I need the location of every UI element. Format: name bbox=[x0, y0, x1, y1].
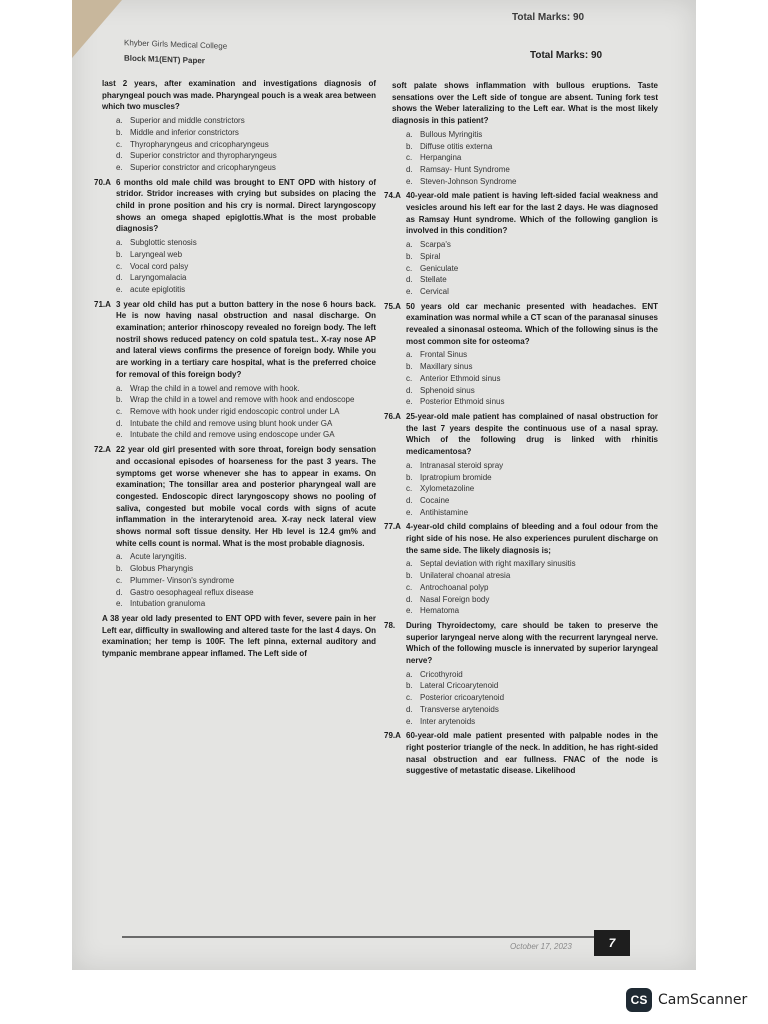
option-text: Subglottic stenosis bbox=[130, 238, 197, 248]
option-letter: a. bbox=[116, 116, 123, 126]
option-text: Superior constrictor and thyropharyngeus bbox=[130, 151, 277, 161]
option-letter: c. bbox=[406, 693, 413, 703]
answer-option bbox=[116, 429, 376, 441]
option-letter: e. bbox=[406, 176, 413, 186]
answer-option bbox=[406, 164, 658, 176]
question-stem bbox=[94, 613, 376, 660]
camscanner-logo-icon: CS bbox=[626, 988, 652, 1012]
question-number: 72.A bbox=[94, 445, 111, 455]
question-text: 6 months old male child was brought to ENT OPD with history of stridor. Stridor increases with crying but subsides on placing the child in prone position and his cry is normal. Direct laryngoscopy shows an omega shaped epiglottis.What is the most probable diagnosis? bbox=[116, 177, 376, 234]
option-letter: a. bbox=[116, 552, 123, 562]
question-stem bbox=[94, 444, 376, 549]
option-text: Posterior Ethmoid sinus bbox=[420, 397, 505, 407]
option-text: Anterior Ethmoid sinus bbox=[420, 373, 501, 383]
option-text: Posterior cricoarytenoid bbox=[420, 693, 505, 703]
option-letter: b. bbox=[116, 564, 123, 574]
option-text: Cervical bbox=[420, 286, 449, 296]
answer-option bbox=[406, 385, 658, 397]
option-text: Maxillary sinus bbox=[420, 362, 473, 372]
option-list bbox=[384, 129, 658, 188]
option-letter: e. bbox=[406, 397, 413, 407]
answer-option bbox=[116, 551, 376, 563]
option-text: Stellate bbox=[420, 275, 447, 285]
option-letter: b. bbox=[406, 472, 413, 482]
option-text: Laryngeal web bbox=[130, 249, 183, 259]
answer-option bbox=[406, 669, 658, 681]
option-text: Diffuse otitis externa bbox=[420, 141, 493, 151]
option-letter: a. bbox=[406, 129, 413, 139]
option-letter: d. bbox=[406, 495, 413, 505]
option-letter: d. bbox=[116, 151, 123, 161]
question-text: 4-year-old child complains of bleeding and a foul odour from the right side of his nose. He also experiences purulent discharge on the same side. The likely diagnosis is; bbox=[406, 522, 658, 555]
option-text: Scarpa's bbox=[420, 240, 451, 250]
question-stem bbox=[94, 78, 376, 113]
option-letter: c. bbox=[406, 582, 413, 592]
option-letter: e. bbox=[116, 599, 123, 609]
option-letter: d. bbox=[406, 385, 413, 395]
question-text: A 38 year old lady presented to ENT OPD with fever, severe pain in her Left ear, difficulty in swallowing and altered taste for the last 4 days. On examination; her temp is 100F. The left pinna, external auditory and tympanic membrane appear inflamed. The Left side of bbox=[102, 613, 376, 659]
option-letter: b. bbox=[406, 362, 413, 372]
option-list bbox=[384, 239, 658, 298]
option-letter: b. bbox=[406, 141, 413, 151]
page-corner-fold bbox=[72, 0, 122, 58]
answer-option bbox=[406, 349, 658, 361]
question-stem bbox=[384, 521, 658, 556]
option-text: Thyropharyngeus and cricopharyngeus bbox=[130, 139, 269, 149]
camscanner-name: CamScanner bbox=[658, 992, 748, 1008]
option-list bbox=[94, 237, 376, 296]
answer-option bbox=[406, 483, 658, 495]
option-letter: c. bbox=[406, 263, 413, 273]
answer-option bbox=[116, 575, 376, 587]
option-letter: e. bbox=[116, 430, 123, 440]
answer-option bbox=[406, 396, 658, 408]
option-text: Antihistamine bbox=[420, 507, 469, 517]
answer-option bbox=[406, 558, 658, 570]
answer-option bbox=[116, 563, 376, 575]
option-letter: c. bbox=[406, 153, 413, 163]
answer-option bbox=[406, 570, 658, 582]
option-letter: d. bbox=[116, 418, 123, 428]
option-text: Cricothyroid bbox=[420, 669, 463, 679]
option-letter: a. bbox=[406, 559, 413, 569]
option-letter: e. bbox=[406, 716, 413, 726]
camscanner-watermark bbox=[626, 988, 747, 1012]
option-letter: c. bbox=[116, 575, 123, 585]
answer-option bbox=[406, 692, 658, 704]
page-number-badge: 7 bbox=[594, 930, 630, 956]
option-text: Herpangina bbox=[420, 153, 462, 163]
option-letter: c. bbox=[406, 484, 413, 494]
answer-option bbox=[116, 394, 376, 406]
question-stem bbox=[384, 301, 658, 348]
question-text: last 2 years, after examination and investigations diagnosis of pharyngeal pouch was made. Pharyngeal pouch is a weak area between which two muscles? bbox=[102, 79, 376, 112]
option-text: Transverse arytenoids bbox=[420, 704, 499, 714]
option-text: Ipratropium bromide bbox=[420, 472, 492, 482]
option-letter: c. bbox=[116, 406, 123, 416]
answer-option bbox=[116, 237, 376, 249]
scanned-page bbox=[72, 0, 696, 970]
question-text: During Thyroidectomy, care should be taken to preserve the superior laryngeal nerve along with the recurrent laryngeal nerve. Which of the following muscle is innervated by superior laryngeal nerve? bbox=[406, 620, 658, 666]
option-list bbox=[384, 349, 658, 408]
question-stem bbox=[384, 411, 658, 458]
answer-option bbox=[116, 162, 376, 174]
option-letter: a. bbox=[406, 460, 413, 470]
question-stem bbox=[384, 190, 658, 237]
option-letter: e. bbox=[406, 507, 413, 517]
option-text: Remove with hook under rigid endoscopic control under LA bbox=[130, 406, 340, 416]
option-text: Bullous Myringitis bbox=[420, 129, 483, 139]
option-text: Laryngomalacia bbox=[130, 273, 187, 283]
option-text: Antrochoanal polyp bbox=[420, 582, 489, 592]
option-list bbox=[384, 558, 658, 617]
question-number: 71.A bbox=[94, 299, 111, 309]
footer-divider bbox=[122, 936, 602, 938]
option-text: Superior constrictor and cricopharyngeus bbox=[130, 162, 276, 172]
option-text: Inter arytenoids bbox=[420, 716, 476, 726]
option-text: Hematoma bbox=[420, 606, 460, 616]
option-text: Intranasal steroid spray bbox=[420, 460, 504, 470]
option-letter: c. bbox=[116, 139, 123, 149]
option-letter: a. bbox=[116, 383, 123, 393]
answer-option bbox=[406, 361, 658, 373]
option-letter: b. bbox=[406, 251, 413, 261]
option-list bbox=[94, 115, 376, 174]
option-text: Unilateral choanal atresia bbox=[420, 571, 511, 581]
answer-option bbox=[116, 587, 376, 599]
answer-option bbox=[406, 495, 658, 507]
answer-option bbox=[406, 286, 658, 298]
option-text: Steven-Johnson Syndrome bbox=[420, 176, 517, 186]
answer-option bbox=[116, 139, 376, 151]
option-letter: e. bbox=[116, 162, 123, 172]
option-letter: a. bbox=[116, 238, 123, 248]
answer-option bbox=[406, 582, 658, 594]
answer-option bbox=[116, 418, 376, 430]
option-letter: a. bbox=[406, 669, 413, 679]
question-text: soft palate shows inflammation with bullous eruptions. Taste sensations over the Left side of tongue are absent. Tuning fork test shows the Weber lateralizing to the Left ear. What is the most likely diagnosis in this patient? bbox=[392, 81, 658, 126]
answer-option bbox=[406, 129, 658, 141]
option-letter: d. bbox=[116, 587, 123, 597]
answer-option bbox=[406, 680, 658, 692]
right-column bbox=[384, 80, 658, 779]
option-text: Lateral Cricoarytenoid bbox=[420, 681, 499, 691]
answer-option bbox=[406, 704, 658, 716]
answer-option bbox=[406, 152, 658, 164]
answer-option bbox=[116, 598, 376, 610]
answer-option bbox=[406, 373, 658, 385]
question-number: 77.A bbox=[384, 522, 401, 532]
option-letter: b. bbox=[116, 127, 123, 137]
answer-option bbox=[116, 115, 376, 127]
question-number: 74.A bbox=[384, 191, 401, 201]
question-number: 75.A bbox=[384, 301, 401, 311]
college-name: Khyber Girls Medical College bbox=[124, 38, 228, 51]
answer-option bbox=[406, 176, 658, 188]
option-text: acute epiglotitis bbox=[130, 284, 186, 294]
option-letter: e. bbox=[116, 284, 123, 294]
answer-option bbox=[116, 249, 376, 261]
question-number: 78. bbox=[384, 620, 396, 630]
option-text: Sphenoid sinus bbox=[420, 385, 475, 395]
option-text: Intubate the child and remove using blunt hook under GA bbox=[130, 418, 333, 428]
option-text: Xylometazoline bbox=[420, 484, 475, 494]
answer-option bbox=[406, 251, 658, 263]
option-text: Spiral bbox=[420, 251, 441, 261]
option-text: Gastro oesophageal reflux disease bbox=[130, 587, 254, 597]
answer-option bbox=[406, 263, 658, 275]
option-text: Vocal cord palsy bbox=[130, 261, 189, 271]
option-text: Plummer- Vinson's syndrome bbox=[130, 575, 235, 585]
answer-option bbox=[406, 460, 658, 472]
answer-option bbox=[116, 261, 376, 273]
answer-option bbox=[116, 383, 376, 395]
header-top-marks: Total Marks: 90 bbox=[512, 12, 585, 23]
option-letter: b. bbox=[406, 571, 413, 581]
question-number: 70.A bbox=[94, 177, 111, 187]
question-stem bbox=[384, 620, 658, 667]
question-number: 76.A bbox=[384, 411, 401, 421]
option-letter: a. bbox=[406, 240, 413, 250]
option-text: Nasal Foreign body bbox=[420, 594, 490, 604]
footer-date: October 17, 2023 bbox=[510, 942, 572, 951]
answer-option bbox=[116, 272, 376, 284]
option-text: Frontal Sinus bbox=[420, 350, 468, 360]
question-stem bbox=[384, 730, 658, 777]
answer-option bbox=[116, 127, 376, 139]
option-letter: d. bbox=[116, 273, 123, 283]
question-text: 60-year-old male patient presented with palpable nodes in the right posterior triangle of the neck. In addition, he has right-sided nasal obstruction and ear fullness. FNAC of the node is suggestive of metastatic disease. Likelihood bbox=[406, 731, 658, 776]
answer-option bbox=[406, 507, 658, 519]
block-title: Block M1(ENT) Paper bbox=[124, 53, 205, 66]
question-stem bbox=[94, 177, 376, 236]
answer-option bbox=[406, 594, 658, 606]
option-letter: b. bbox=[406, 681, 413, 691]
answer-option bbox=[116, 284, 376, 296]
option-text: Septal deviation with right maxillary sinusitis bbox=[420, 559, 576, 569]
option-letter: e. bbox=[406, 286, 413, 296]
option-list bbox=[384, 669, 658, 728]
option-list bbox=[94, 551, 376, 610]
answer-option bbox=[406, 472, 658, 484]
option-letter: d. bbox=[406, 704, 413, 714]
question-text: 22 year old girl presented with sore throat, foreign body sensation and occasional episodes of hoarseness for the past 3 years. The symptoms get worse whenever she has to appear in exams. On examination; The tonsillar area and posterior pharyngeal wall are congested. Endoscopic direct laryngoscopy shows no pooling of saliva, congested but mobile vocal cords with signs of acute inflammation in the interarytenoid area. X-ray neck lateral view shows normal soft tissue density. Her Hb level is 12.4 gm% and white cells count is normal. What is the most probable diagnosis. bbox=[116, 445, 376, 548]
option-text: Superior and middle constrictors bbox=[130, 116, 245, 126]
option-text: Geniculate bbox=[420, 263, 459, 273]
question-number: 79.A bbox=[384, 731, 401, 741]
option-text: Ramsay- Hunt Syndrome bbox=[420, 164, 510, 174]
option-letter: b. bbox=[116, 395, 123, 405]
option-text: Acute laryngitis. bbox=[130, 552, 187, 562]
option-letter: c. bbox=[406, 373, 413, 383]
option-text: Middle and inferior constrictors bbox=[130, 127, 239, 137]
option-text: Cocaine bbox=[420, 495, 450, 505]
option-letter: b. bbox=[116, 249, 123, 259]
option-letter: d. bbox=[406, 164, 413, 174]
answer-option bbox=[406, 605, 658, 617]
option-list bbox=[384, 460, 658, 519]
total-marks: Total Marks: 90 bbox=[530, 50, 603, 61]
option-text: Globus Pharyngis bbox=[130, 564, 194, 574]
option-text: Intubation granuloma bbox=[130, 599, 206, 609]
question-text: 50 years old car mechanic presented with headaches. ENT examination was normal while a CT scan of the paranasal sinuses revealed a sinonasal osteoma. Which of the following sinus is the most common site for osteoma? bbox=[406, 301, 658, 346]
answer-option bbox=[406, 239, 658, 251]
option-letter: d. bbox=[406, 594, 413, 604]
option-letter: d. bbox=[406, 275, 413, 285]
answer-option bbox=[406, 274, 658, 286]
option-text: Wrap the child in a towel and remove with hook. bbox=[130, 383, 300, 393]
option-letter: e. bbox=[406, 606, 413, 616]
question-stem bbox=[384, 80, 658, 127]
option-letter: c. bbox=[116, 261, 123, 271]
answer-option bbox=[116, 150, 376, 162]
option-text: Intubate the child and remove using endoscope under GA bbox=[130, 430, 335, 440]
question-text: 40-year-old male patient is having left-sided facial weakness and vesicles around his left ear for the last 2 days. He was diagnosed as Ramsay Hunt syndrome. Which of the following ganglion is involved in this condition? bbox=[406, 191, 658, 236]
option-text: Wrap the child in a towel and remove with hook and endoscope bbox=[130, 395, 355, 405]
answer-option bbox=[406, 716, 658, 728]
question-text: 3 year old child has put a button battery in the nose 6 hours back. He is now having nasal obstruction and nasal discharge. On examination; anterior rhinoscopy revealed no foreign body. The left nostril shows reduced patency on cold spatula test.. X-ray nose AP and lateral views confirms the presence of foreign body. While you are working in a tertiary care hospital, what is the preferred choice for removal of this foreign body? bbox=[116, 299, 376, 379]
answer-option bbox=[116, 406, 376, 418]
option-letter: a. bbox=[406, 350, 413, 360]
option-list bbox=[94, 383, 376, 442]
question-stem bbox=[94, 299, 376, 381]
left-column bbox=[94, 78, 376, 662]
question-text: 25-year-old male patient has complained of nasal obstruction for the last 7 years despite the continuous use of a nasal spray. Which of the following drug is linked with rhinitis medicamentosa? bbox=[406, 411, 658, 457]
answer-option bbox=[406, 141, 658, 153]
